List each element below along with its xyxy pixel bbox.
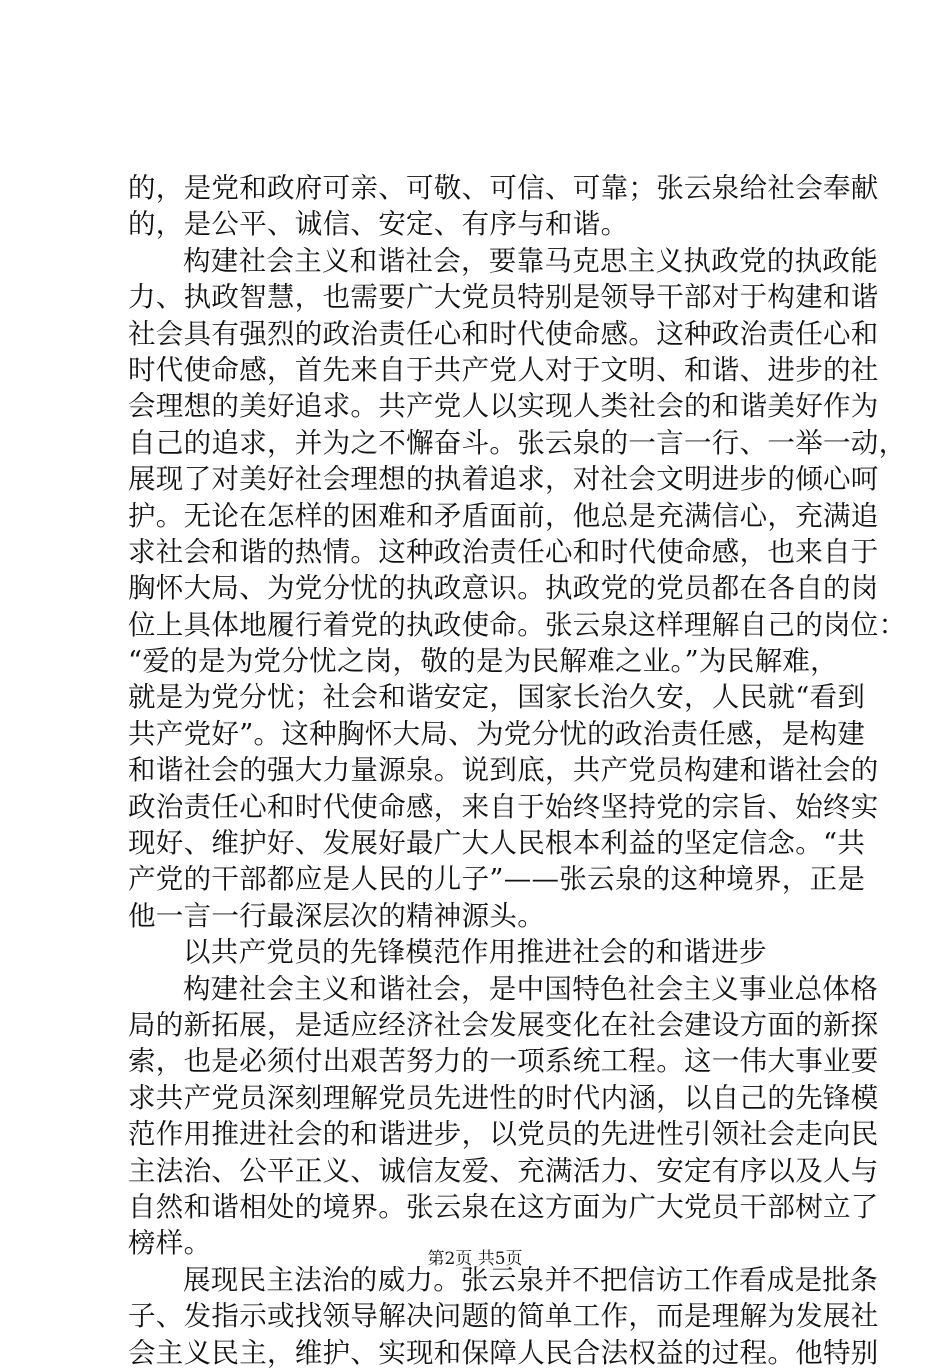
text-line: 构建社会主义和谐社会，是中国特色社会主义事业总体格	[183, 972, 878, 1005]
text-line: 求社会和谐的热情。这种政治责任心和时代使命感，也来自于	[128, 535, 879, 568]
text-line: 位上具体地履行着党的执政使命。张云泉这样理解自己的岗位：	[128, 608, 907, 641]
text-line: 局的新拓展，是适应经济社会发展变化在社会建设方面的新探	[128, 1008, 879, 1041]
text-line: 他一言一行最深层次的精神源头。	[128, 899, 545, 932]
text-line: 求共产党员深刻理解党员先进性的时代内涵，以自己的先锋模	[128, 1081, 879, 1114]
page-number: 第2页 共5页	[427, 1249, 523, 1269]
text-line: 子、发指示或找领导解决问题的简单工作，而是理解为发展社	[128, 1300, 879, 1333]
text-line: 构建社会主义和谐社会，要靠马克思主义执政党的执政能	[183, 244, 878, 277]
text-line: 会理想的美好追求。共产党人以实现人类社会的和谐美好作为	[128, 390, 879, 423]
text-line: 展现了对美好社会理想的执着追求，对社会文明进步的倾心呵	[128, 463, 879, 496]
text-line: 自己的追求，并为之不懈奋斗。张云泉的一言一行、一举一动，	[128, 426, 907, 459]
text-line: 榜样。	[128, 1227, 212, 1260]
text-line: 范作用推进社会的和谐进步，以党员的先进性引领社会走向民	[128, 1118, 879, 1151]
text-line: 和谐社会的强大力量源泉。说到底，共产党员构建和谐社会的	[128, 754, 879, 787]
text-line: 的，是公平、诚信、安定、有序与和谐。	[128, 208, 629, 241]
text-line: 胸怀大局、为党分忧的执政意识。执政党的党员都在各自的岗	[128, 572, 879, 605]
text-line: 自然和谐相处的境界。张云泉在这方面为广大党员干部树立了	[128, 1190, 879, 1223]
text-line: 就是为党分忧；社会和谐安定，国家长治久安，人民就“看到	[128, 681, 866, 714]
text-line: 政治责任心和时代使命感，来自于始终坚持党的宗旨、始终实	[128, 790, 879, 823]
text-line: 护。无论在怎样的困难和矛盾面前，他总是充满信心，充满追	[128, 499, 879, 532]
text-line: 的，是党和政府可亲、可敬、可信、可靠；张云泉给社会奉献	[128, 172, 879, 204]
text-line: 力、执政智慧，也需要广大党员特别是领导干部对于构建和谐	[128, 281, 879, 314]
section-heading: 以共产党员的先锋模范作用推进社会的和谐进步	[183, 936, 767, 969]
text-line: 展现民主法治的威力。张云泉并不把信访工作看成是批条	[183, 1263, 878, 1296]
text-line: 索，也是必须付出艰苦努力的一项系统工程。这一伟大事业要	[128, 1045, 879, 1078]
text-line: 会主义民主，维护、实现和保障人民合法权益的过程。他特别	[128, 1336, 879, 1369]
text-line: 产党的干部都应是人民的儿子”——张云泉的这种境界，正是	[128, 863, 866, 896]
page-footer	[0, 1244, 950, 1269]
text-line: 共产党好”。这种胸怀大局、为党分忧的政治责任感，是构建	[128, 717, 866, 750]
text-line: “爱的是为党分忧之岗，敬的是为民解难之业。”为民解难，	[128, 645, 838, 678]
body-text	[128, 170, 907, 1371]
text-line: 时代使命感，首先来自于共产党人对于文明、和谐、进步的社	[128, 353, 879, 386]
text-line: 现好、维护好、发展好最广大人民根本利益的坚定信念。“共	[128, 827, 866, 860]
text-line: 主法治、公平正义、诚信友爱、充满活力、安定有序以及人与	[128, 1154, 879, 1187]
text-line: 社会具有强烈的政治责任心和时代使命感。这种政治责任心和	[128, 317, 879, 350]
